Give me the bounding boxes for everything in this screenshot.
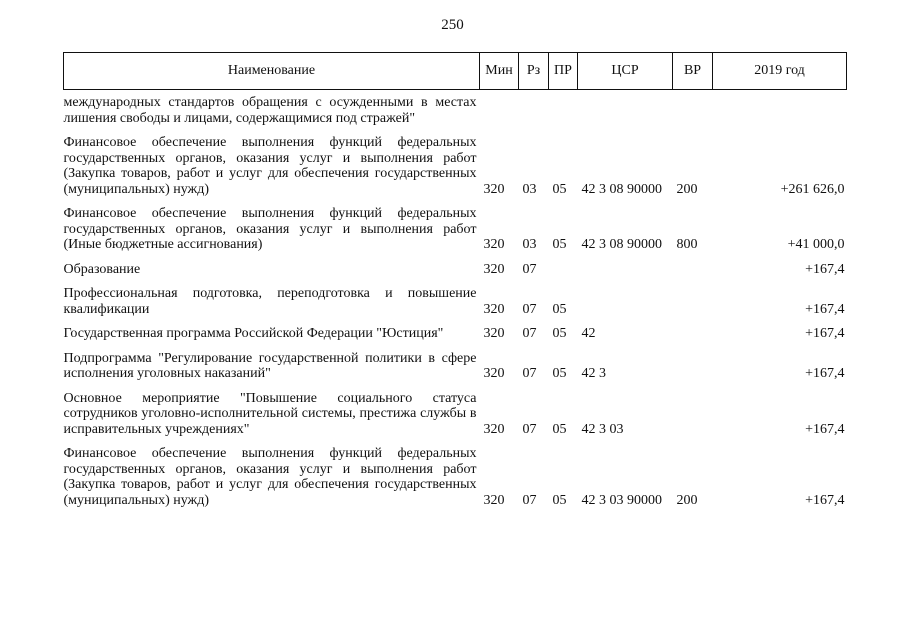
row-rz: 07 [522, 261, 537, 277]
row-rz: 07 [522, 366, 537, 381]
row-min: 320 [483, 326, 505, 341]
row-csr: 42 3 [581, 366, 606, 381]
row-csr [578, 277, 673, 317]
row-vr: 200 [676, 181, 698, 197]
row-pr: 05 [552, 421, 567, 437]
budget-table [63, 52, 847, 508]
row-amount: +167,4 [805, 301, 845, 317]
table-row [64, 437, 847, 508]
row-min: 320 [483, 181, 505, 197]
row-csr: 42 3 08 90000 [581, 181, 662, 197]
row-rz: 03 [522, 237, 537, 252]
row-vr [673, 277, 713, 317]
row-csr: 42 3 03 [581, 421, 624, 437]
header-csr: ЦСР [578, 53, 673, 90]
row-amount: +261 626,0 [780, 181, 845, 197]
row-min: 320 [483, 301, 505, 317]
row-name: Государственная программа Российской Федерации "Юстиция" [63, 326, 444, 341]
table-row [64, 253, 847, 278]
row-min: 320 [483, 492, 505, 508]
row-rz: 03 [522, 181, 537, 197]
row-min [480, 90, 519, 127]
row-csr: 42 3 03 90000 [581, 492, 662, 508]
row-amount: +167,4 [805, 421, 845, 437]
header-vr: ВР [673, 53, 713, 90]
table-row [64, 382, 847, 438]
row-csr: 42 [581, 326, 596, 341]
row-pr: 05 [552, 237, 567, 252]
row-rz: 07 [522, 326, 537, 341]
table-row [64, 277, 847, 317]
header-year: 2019 год [713, 53, 847, 90]
row-name: Финансовое обеспечение выполнения функций федеральных государственных органов, оказания услуг и выполнения работ (Закупка товаров, работ и услуг для обеспечения государственных (муниципальных) нужд) [63, 135, 477, 197]
row-vr [673, 342, 713, 382]
row-amount: +167,4 [805, 492, 845, 508]
header-min: Мин [480, 53, 519, 90]
row-csr [578, 253, 673, 278]
header-pr: ПР [549, 53, 578, 90]
page-number: 250 [441, 17, 464, 33]
row-amount: +167,4 [805, 326, 845, 341]
row-csr [578, 90, 673, 127]
row-csr: 42 3 08 90000 [581, 237, 662, 252]
row-name: Финансовое обеспечение выполнения функций федеральных государственных органов, оказания услуг и выполнения работ (Иные бюджетные ассигнования) [63, 206, 477, 252]
row-pr [549, 253, 578, 278]
row-vr [673, 90, 713, 127]
table-row [64, 317, 847, 342]
row-name: международных стандартов обращения с осужденными в местах лишения свободы и лицами, содержащимися под стражей" [63, 95, 477, 126]
row-pr: 05 [552, 326, 567, 341]
row-vr [673, 253, 713, 278]
header-rz: Рз [519, 53, 549, 90]
row-name: Финансовое обеспечение выполнения функций федеральных государственных органов, оказания услуг и выполнения работ (Закупка товаров, работ и услуг для обеспечения государственных (муниципальных) нужд) [63, 446, 477, 508]
table-row [64, 197, 847, 253]
row-name: Профессиональная подготовка, переподготовка и повышение квалификации [63, 286, 477, 317]
row-amount: +167,4 [805, 366, 845, 381]
table-row [64, 126, 847, 197]
row-pr: 05 [552, 492, 567, 508]
row-pr [549, 90, 578, 127]
row-min: 320 [483, 366, 505, 381]
row-vr [673, 382, 713, 438]
header-name: Наименование [64, 53, 480, 90]
row-min: 320 [483, 261, 505, 277]
table-body [64, 90, 847, 509]
table-row [64, 342, 847, 382]
row-vr: 200 [676, 492, 698, 508]
row-rz [519, 90, 549, 127]
row-name: Подпрограмма "Регулирование государственной политики в сфере исполнения уголовных наказаний" [63, 350, 477, 381]
table-row [64, 90, 847, 127]
row-name: Образование [63, 261, 141, 277]
row-vr: 800 [676, 237, 698, 252]
table-header [64, 53, 847, 90]
row-amount [713, 90, 847, 127]
row-amount: +167,4 [805, 261, 845, 277]
row-vr [673, 317, 713, 342]
row-rz: 07 [522, 492, 537, 508]
row-min: 320 [483, 237, 505, 252]
row-min: 320 [483, 421, 505, 437]
row-pr: 05 [552, 181, 567, 197]
row-rz: 07 [522, 421, 537, 437]
row-rz: 07 [522, 301, 537, 317]
row-name: Основное мероприятие "Повышение социального статуса сотрудников уголовно-исполнительной системы, престижа службы в исправительных учреждениях" [63, 390, 477, 437]
row-pr: 05 [552, 301, 567, 317]
row-pr: 05 [552, 366, 567, 381]
row-amount: +41 000,0 [787, 237, 845, 252]
